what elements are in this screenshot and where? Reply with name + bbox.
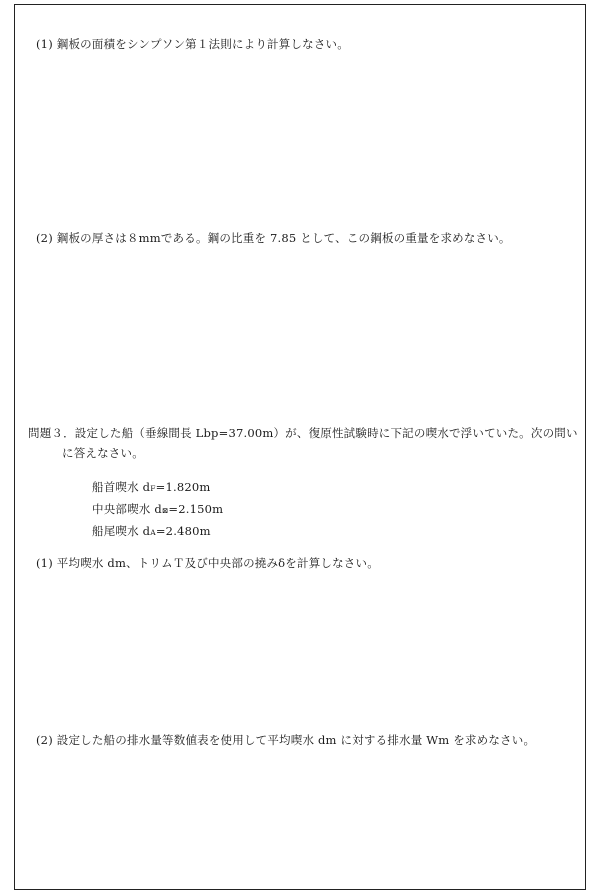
problem-3-intro-cont: に答えなさい。: [62, 446, 144, 460]
problem-3-intro: 問題３．設定した船（垂線間長 Lbp=37.00m）が、復原性試験時に下記の喫水で浮いていた。次の問い: [28, 426, 578, 440]
draft-forward-label: 船首喫水 d: [92, 480, 151, 494]
question-1-1: (1) 鋼板の面積をシンプソン第１法則により計算しなさい。: [36, 37, 349, 51]
draft-aft: [92, 524, 211, 540]
question-3-2: (2) 設定した船の排水量等数値表を使用して平均喫水 dm に対する排水量 Wm を求めなさい。: [36, 733, 536, 747]
draft-midship: [92, 502, 223, 518]
draft-forward-sub: F: [150, 484, 156, 493]
question-1-2: (2) 鋼板の厚さは８mmである。鋼の比重を 7.85 として、この鋼板の重量を求めなさい。: [36, 231, 511, 245]
question-3-1: (1) 平均喫水 dm、トリムＴ及び中央部の撓みδを計算しなさい。: [36, 556, 379, 570]
draft-aft-sub: A: [150, 528, 156, 537]
draft-aft-value: =2.480m: [155, 524, 211, 538]
draft-forward-value: =1.820m: [155, 480, 211, 494]
draft-midship-label: 中央部喫水 d: [92, 502, 162, 516]
draft-midship-sub: ⊠: [161, 506, 169, 515]
draft-midship-value: =2.150m: [168, 502, 224, 516]
draft-forward: [92, 480, 211, 496]
draft-aft-label: 船尾喫水 d: [92, 524, 151, 538]
